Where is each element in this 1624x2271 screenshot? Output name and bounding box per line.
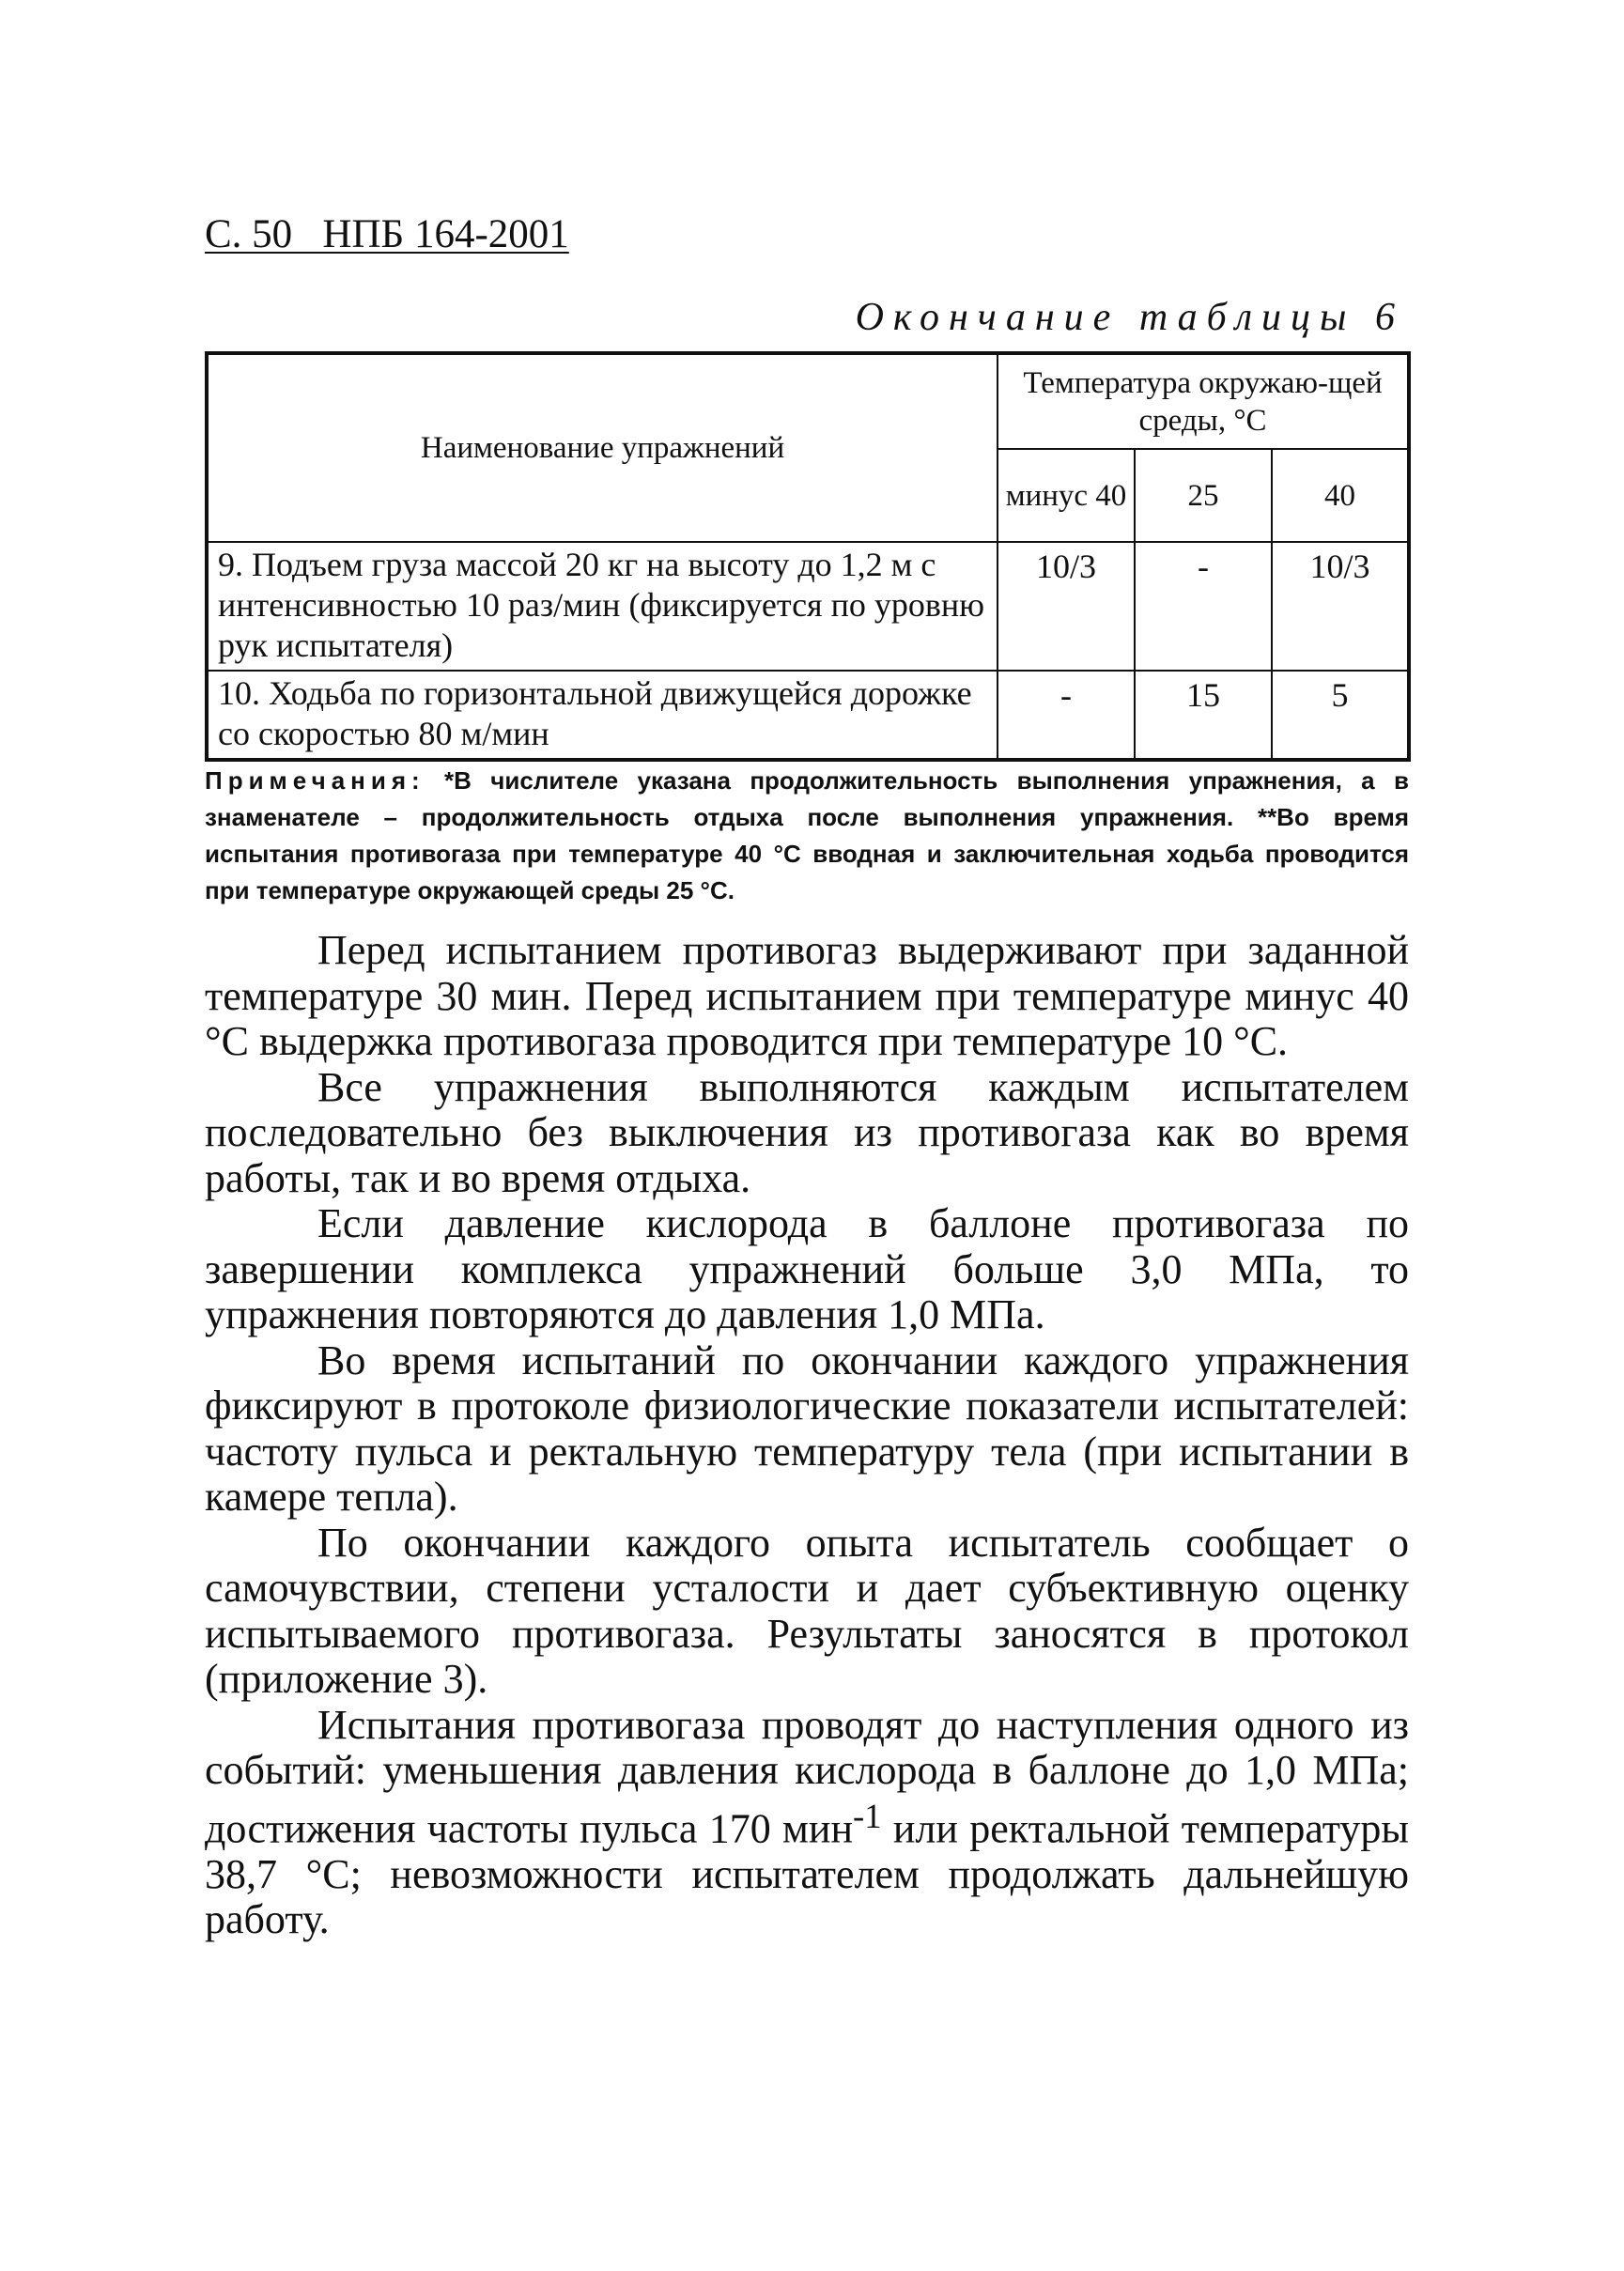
- table-row: [207, 542, 1409, 671]
- column-header-25: 25: [1135, 449, 1272, 542]
- value-cell: -: [1135, 542, 1272, 671]
- paragraph-text: или ректальной температуры 38,7 °С; невозможности испытателем продолжать дальнейшую работу.: [205, 1805, 1409, 1943]
- value-cell: 15: [1135, 671, 1272, 760]
- body-text: [205, 928, 1409, 1943]
- paragraph-text: Испытания противогаза проводят до наступления одного из событий: уменьшения давления кислорода в баллоне до 1,0 МПа; достижения частоты пульса 170 мин: [205, 1701, 1409, 1852]
- value-cell: 10/3: [998, 542, 1135, 671]
- paragraph: Все упражнения выполняются каждым испытателем последовательно без выключения из противогаза как во время работы, так и во время отдыха.: [205, 1063, 1409, 1201]
- paragraph: [205, 1703, 1409, 1943]
- paragraph: По окончании каждого опыта испытатель сообщает о самочувствии, степени усталости и дает субъективную оценку испытываемого противогаза. Результаты заносятся в протокол (приложение 3).: [205, 1519, 1409, 1702]
- column-header-minus-40: минус 40: [998, 449, 1135, 542]
- page-header: С. 50 НПБ 164-2001: [205, 212, 569, 256]
- value-cell: 10/3: [1272, 542, 1409, 671]
- superscript: -1: [853, 1796, 882, 1835]
- column-header-ambient-temperature: Температура окружаю-щей среды, °С: [998, 353, 1409, 449]
- paragraph: Если давление кислорода в баллоне противогаза по завершении комплекса упражнений больше 3,0 МПа, то упражнения повторяются до давления 1,0 МПа.: [205, 1200, 1409, 1337]
- table-header-row: [207, 353, 1409, 449]
- column-header-40: 40: [1272, 449, 1409, 542]
- exercise-table: [205, 351, 1411, 762]
- table-notes: [205, 763, 1409, 909]
- exercise-name-cell: 10. Ходьба по горизонтальной движущейся дорожке со скоростью 80 м/мин: [207, 671, 998, 760]
- table-caption: Окончание таблицы 6: [855, 296, 1404, 339]
- value-cell: 5: [1272, 671, 1409, 760]
- value-cell: -: [998, 671, 1135, 760]
- paragraph: Во время испытаний по окончании каждого упражнения фиксируют в протоколе физиологические показатели испытателей: частоту пульса и ректальную температуру тела (при испытании в камере тепла).: [205, 1336, 1409, 1520]
- exercise-name-cell: 9. Подъем груза массой 20 кг на высоту до 1,2 м с интенсивностью 10 раз/мин (фиксируется по уровню рук испытателя): [207, 542, 998, 671]
- notes-label: Примечания:: [205, 766, 425, 795]
- paragraph: Перед испытанием противогаз выдерживают при заданной температуре 30 мин. Перед испытанием при температуре минус 40 °С выдержка противогаза проводится при температуре 10 °С.: [205, 927, 1409, 1064]
- table-row: [207, 671, 1409, 760]
- column-header-exercise-name: Наименование упражнений: [207, 353, 998, 542]
- notes-text: *В числителе указана продолжительность выполнения упражнения, а в знаменателе – продолжительность отдыха после выполнения упражнения. **Во время испытания противогаза при температуре 40 °С вводная и заключительная ходьба проводится при температуре окружающей среды 25 °С.: [205, 766, 1409, 904]
